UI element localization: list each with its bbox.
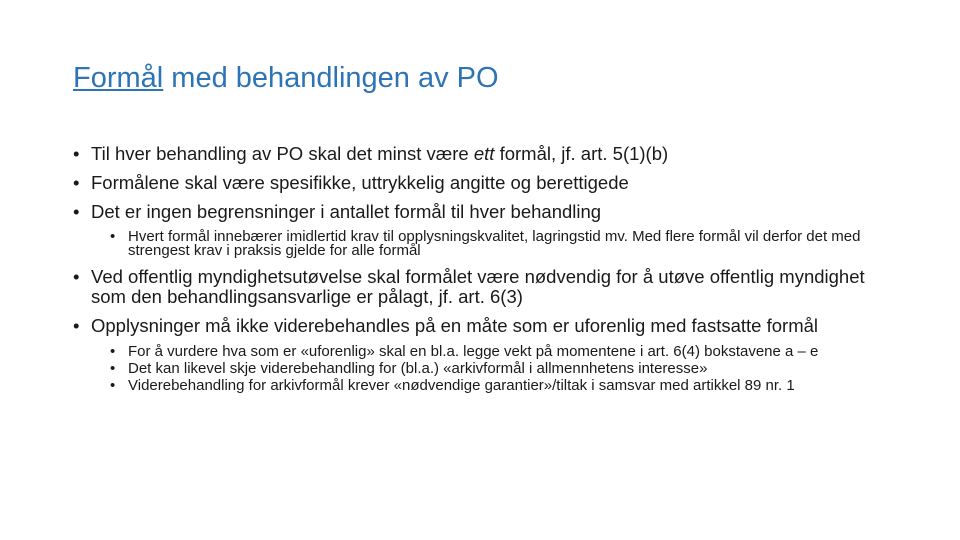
sub-bullet-safeguards: • Viderebehandling for arkivformål krever «nødvendige garantier»/tiltak i samsvar med artikkel 89 nr. 1 xyxy=(110,379,898,393)
bullet-emphasis: ett xyxy=(473,143,495,164)
title-underlined-word: Formål xyxy=(73,62,164,94)
bullet-specific-purposes: • Formålene skal være spesifikke, uttrykkelig angitte og berettigede xyxy=(73,173,903,193)
bullet-text: formål, jf. art. 5(1)(b) xyxy=(494,143,669,164)
sub-bullet-archiving-purpose: • Det kan likevel skje viderebehandling for (bl.a.) «arkivformål i allmennhetens interesse» xyxy=(110,362,898,376)
slide-title xyxy=(73,62,499,95)
bullet-public-authority: • Ved offentlig myndighetsutøvelse skal formålet være nødvendig for å utøve offentlig myndighet som den behandlingsansvarlige er pålagt, jf. art. 6(3) xyxy=(73,267,903,307)
bullet-further-processing: • Opplysninger må ikke viderebehandles på en måte som er uforenlig med fastsatte formål xyxy=(73,316,903,336)
bullet-no-limit: • Det er ingen begrensninger i antallet formål til hver behandling xyxy=(73,202,903,222)
title-rest: med behandlingen av PO xyxy=(163,62,499,94)
sub-bullet-quality-requirements: • Hvert formål innebærer imidlertid krav til opplysningskvalitet, lagringstid mv. Med flere formål vil derfor det med strengest krav i praksis gjelde for alle formål xyxy=(110,230,898,258)
bullet-list xyxy=(73,144,903,396)
bullet-minimum-purpose xyxy=(73,144,903,164)
sub-bullet-incompatible-assessment: • For å vurdere hva som er «uforenlig» skal en bl.a. legge vekt på momentene i art. 6(4) bokstavene a – e xyxy=(110,345,898,359)
bullet-text: Til hver behandling av PO skal det minst være xyxy=(91,143,474,164)
